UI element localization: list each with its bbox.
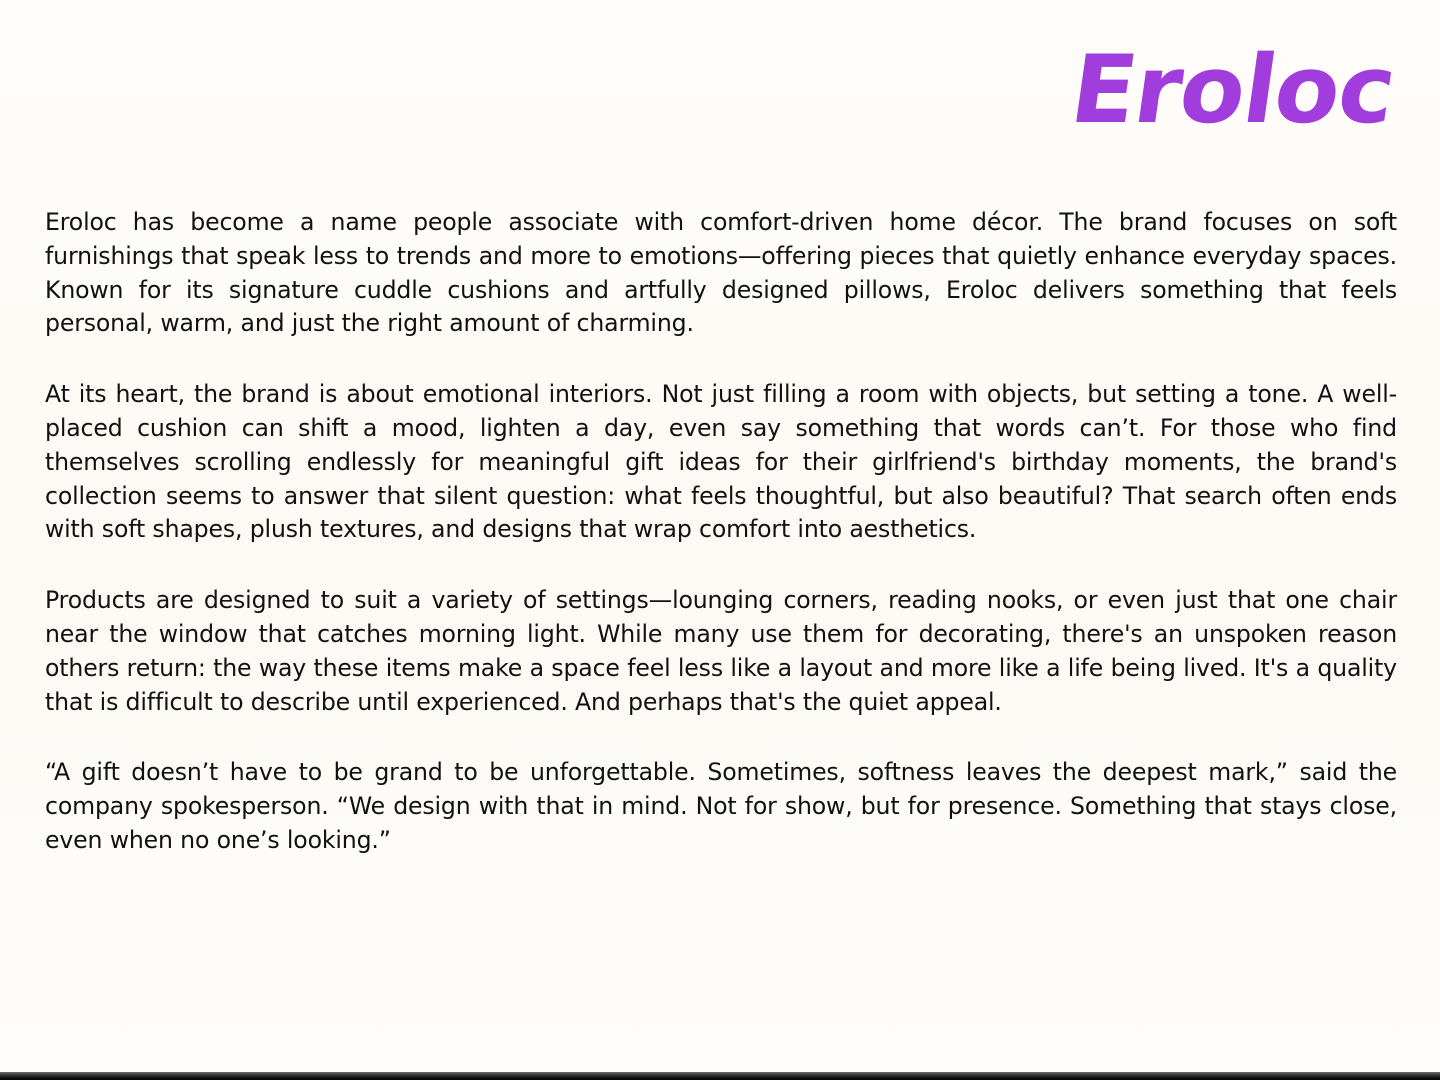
article-body	[45, 206, 1397, 895]
article-paragraph-products: Products are designed to suit a variety of settings—lounging corners, reading nooks, or even just that one chair near the window that catches morning light. While many use them for decorating, there's an unspoken reason others return: the way these items make a space feel less like a layout and more like a life being lived. It's a quality that is difficult to describe until experienced. And perhaps that's the quiet appeal.	[45, 586, 1397, 716]
article-paragraph-quote: “A gift doesn’t have to be grand to be unforgettable. Sometimes, softness leaves the deepest mark,” said the company spokesperson. “We design with that in mind. Not for show, but for presence. Something that stays close, even when no one’s looking.”	[45, 758, 1397, 854]
article-paragraph-intro: Eroloc has become a name people associate with comfort-driven home décor. The brand focuses on soft furnishings that speak less to trends and more to emotions—offering pieces that quietly enhance everyday spaces. Known for its signature cuddle cushions and artfully designed pillows, Eroloc delivers something that feels personal, warm, and just the right amount of charming.	[45, 208, 1397, 338]
page-bottom-border	[0, 1072, 1440, 1080]
article-paragraph-emotional-interiors: At its heart, the brand is about emotional interiors. Not just filling a room with objects, but setting a tone. A well-placed cushion can shift a mood, lighten a day, even say something that words can’t. For those who find themselves scrolling endlessly for meaningful gift ideas for their girlfriend's birthday moments, the brand's collection seems to answer that silent question: what feels thoughtful, but also beautiful? That search often ends with soft shapes, plush textures, and designs that wrap comfort into aesthetics.	[45, 380, 1397, 544]
brand-logo: Eroloc	[1064, 36, 1402, 145]
